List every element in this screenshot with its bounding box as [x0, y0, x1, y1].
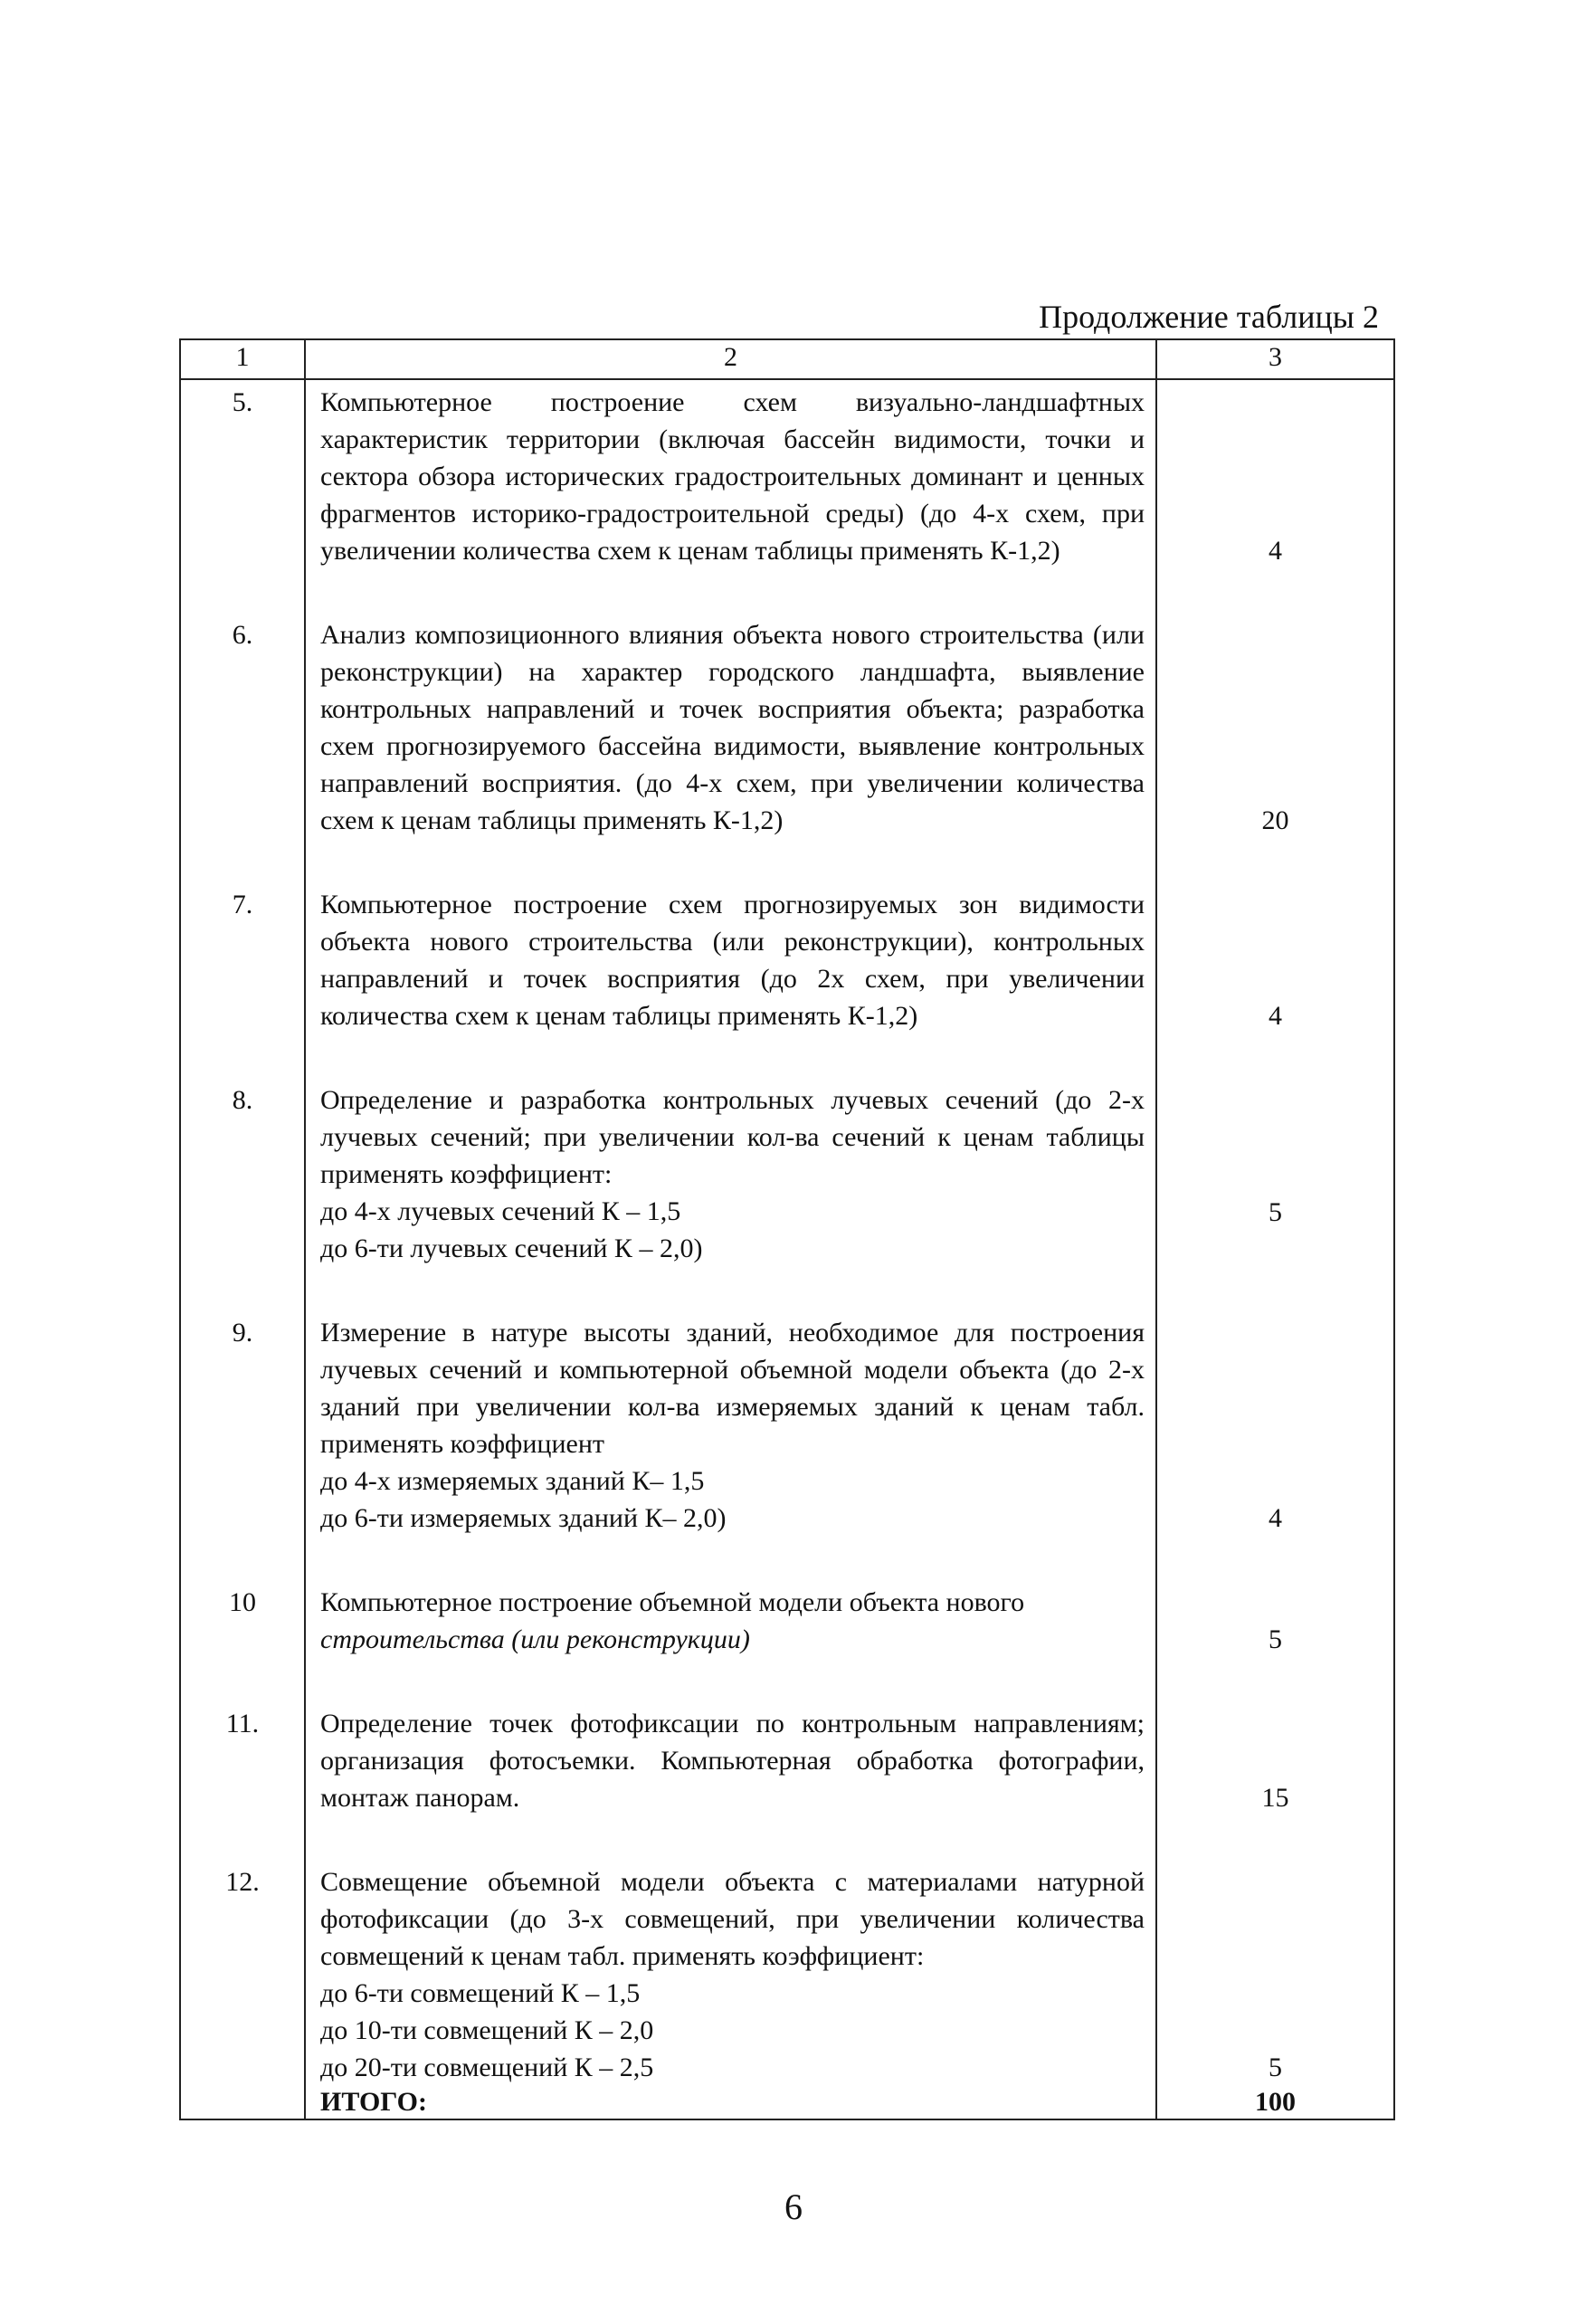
row-number: 11.: [180, 1705, 305, 1863]
table-row: [180, 379, 1394, 616]
table-row: [180, 886, 1394, 1081]
table-row: [180, 1081, 1394, 1314]
table-header-row: [180, 339, 1394, 379]
description-line: Определение и разработка контрольных лучевых сечений (до 2-х лучевых сечений; при увеличении кол-ва сечений к ценам таблицы применять коэффициент:: [320, 1085, 1145, 1189]
description-line: до 4-х измеряемых зданий К– 1,5: [320, 1466, 705, 1496]
row-number: 5.: [180, 379, 305, 616]
row-value: 4: [1156, 379, 1394, 616]
description-line: строительства (или реконструкции): [320, 1624, 750, 1654]
description-line: до 6-ти лучевых сечений К – 2,0): [320, 1233, 703, 1263]
row-description: [305, 1314, 1156, 1584]
row-number: 6.: [180, 616, 305, 886]
table-row: [180, 1863, 1394, 2086]
header-col-3: 3: [1156, 339, 1394, 379]
description-line: до 6-ти измеряемых зданий К– 2,0): [320, 1503, 727, 1533]
row-number: 7.: [180, 886, 305, 1081]
description-line: до 6-ти совмещений К – 1,5: [320, 1978, 641, 2008]
row-value: 4: [1156, 1314, 1394, 1584]
table-row: [180, 1314, 1394, 1584]
row-value: 4: [1156, 886, 1394, 1081]
price-table: [179, 338, 1395, 2120]
description-line: Компьютерное построение объемной модели объекта нового: [320, 1587, 1025, 1617]
row-description: [305, 886, 1156, 1081]
table-row: [180, 616, 1394, 886]
row-number: 9.: [180, 1314, 305, 1584]
description-line: Определение точек фотофиксации по контрольным направлениям; организация фотосъемки. Компьютерная обработка фотографии, монтаж панорам.: [320, 1709, 1145, 1813]
description-line: Компьютерное построение схем визуально-ландшафтных характеристик территории (включая бассейн видимости, точки и сектора обзора исторических градостроительных доминант и ценных фрагментов историко-градостроительной среды) (до 4-х схем, при увеличении количества схем к ценам таблицы применять К-1,2): [320, 387, 1145, 566]
row-value: 5: [1156, 1081, 1394, 1314]
table-row: [180, 1705, 1394, 1863]
description-line: Компьютерное построение схем прогнозируемых зон видимости объекта нового строительства (или реконструкции), контрольных направлений и точек восприятия (до 2х схем, при увеличении количества схем к ценам таблицы применять К-1,2): [320, 890, 1145, 1031]
table-caption: Продолжение таблицы 2: [1039, 299, 1379, 335]
row-description: [305, 1863, 1156, 2086]
header-col-2: 2: [305, 339, 1156, 379]
row-number: 8.: [180, 1081, 305, 1314]
header-col-1: 1: [180, 339, 305, 379]
total-empty-cell: [180, 2086, 305, 2119]
row-description: [305, 1081, 1156, 1314]
row-description: [305, 379, 1156, 616]
table-row: [180, 1584, 1394, 1705]
row-number: 12.: [180, 1863, 305, 2086]
row-number: 10: [180, 1584, 305, 1705]
row-description: [305, 1584, 1156, 1705]
description-line: до 20-ти совмещений К – 2,5: [320, 2053, 654, 2082]
description-line: до 10-ти совмещений К – 2,0: [320, 2015, 654, 2045]
page-number: 6: [784, 2186, 803, 2227]
total-row: [180, 2086, 1394, 2119]
description-line: до 4-х лучевых сечений К – 1,5: [320, 1196, 681, 1226]
row-description: [305, 616, 1156, 886]
description-line: Анализ композиционного влияния объекта нового строительства (или реконструкции) на характер городского ландшафта, выявление контрольных направлений и точек восприятия объекта; разработка схем прогнозируемого бассейна видимости, выявление контрольных направлений восприятия. (до 4-х схем, при увеличении количества схем к ценам таблицы применять К-1,2): [320, 620, 1145, 835]
total-label: ИТОГО:: [305, 2086, 1156, 2119]
row-value: 5: [1156, 1584, 1394, 1705]
row-value: 15: [1156, 1705, 1394, 1863]
description-line: Совмещение объемной модели объекта с материалами натурной фотофиксации (до 3-х совмещений, при увеличении количества совмещений к ценам табл. применять коэффициент:: [320, 1867, 1145, 1971]
row-value: 5: [1156, 1863, 1394, 2086]
total-value: 100: [1156, 2086, 1394, 2119]
description-line: Измерение в натуре высоты зданий, необходимое для построения лучевых сечений и компьютерной объемной модели объекта (до 2-х зданий при увеличении кол-ва измеряемых зданий к ценам табл. применять коэффициент: [320, 1318, 1145, 1459]
row-value: 20: [1156, 616, 1394, 886]
row-description: [305, 1705, 1156, 1863]
